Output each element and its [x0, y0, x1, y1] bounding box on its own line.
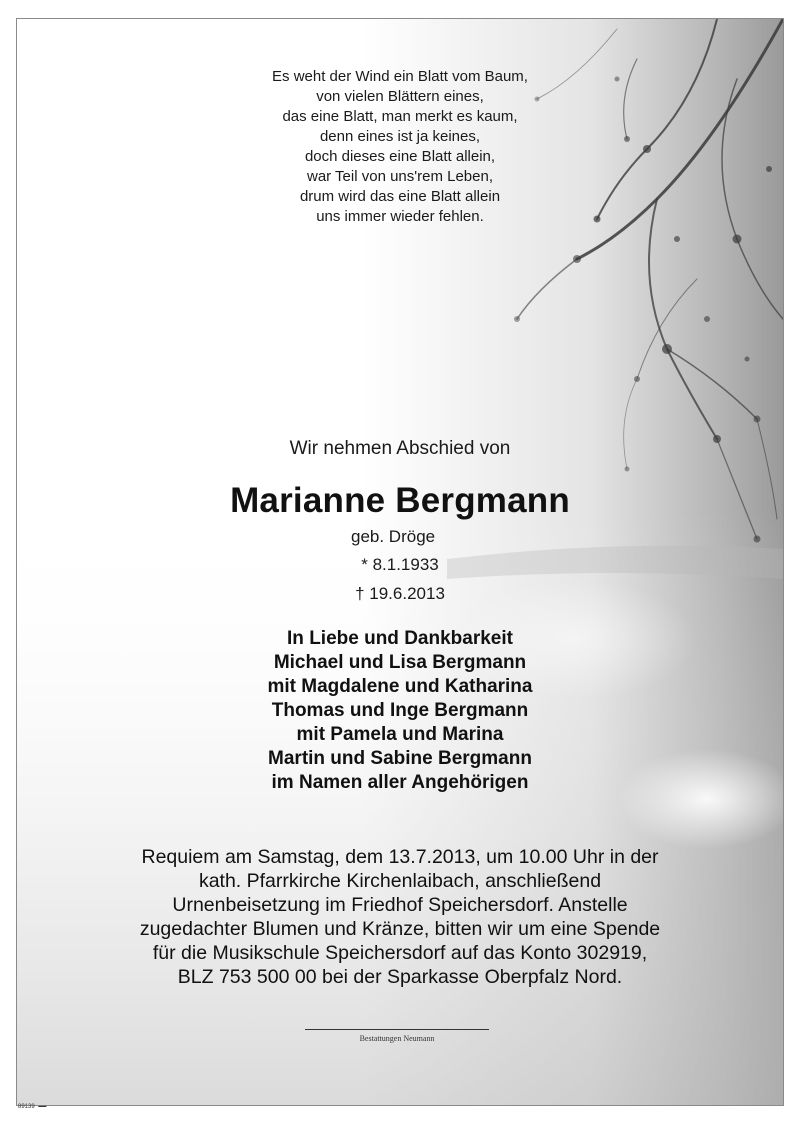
poem-line: war Teil von uns'rem Leben,	[306, 168, 494, 185]
requiem-line: zugedachter Blumen und Kränze, bitten wir um eine Spende	[139, 918, 661, 940]
poem-line: von vielen Blättern eines,	[316, 88, 484, 105]
poem-line: Es weht der Wind ein Blatt vom Baum,	[272, 68, 528, 85]
poem-line: doch dieses eine Blatt allein,	[304, 148, 496, 165]
mourner-line: mit Pamela und Marina	[296, 724, 504, 745]
requiem-line: für die Musikschule Speichersdorf auf das Konto 302919,	[152, 942, 648, 964]
mourner-line: In Liebe und Dankbarkeit	[287, 628, 513, 649]
requiem-line: kath. Pfarrkirche Kirchenlaibach, anschließend	[198, 870, 602, 892]
requiem-line: Urnenbeisetzung im Friedhof Speichersdorf. Anstelle	[172, 894, 628, 916]
mourner-line: mit Magdalene und Katharina	[267, 676, 533, 697]
death-date: † 19.6.2013	[355, 584, 445, 603]
poem-line: das eine Blatt, man merkt es kaum,	[282, 108, 518, 125]
poem-line: drum wird das eine Blatt allein	[299, 188, 501, 205]
mourner-line: Martin und Sabine Bergmann	[268, 748, 532, 769]
mourner-line: Thomas und Inge Bergmann	[271, 700, 529, 721]
funeral-home: Bestattungen Neumann	[359, 1034, 435, 1043]
mourners-list	[17, 627, 783, 795]
deceased-name: Marianne Bergmann	[230, 481, 570, 520]
requiem-notice	[17, 845, 783, 989]
ad-code-number: 89139	[18, 1104, 35, 1110]
birth-date: * 8.1.1933	[361, 555, 439, 574]
signature-divider	[305, 1029, 489, 1030]
farewell-intro: Wir nehmen Abschied von	[289, 438, 511, 459]
requiem-line: Requiem am Samstag, dem 13.7.2013, um 10.00 Uhr in der	[141, 846, 659, 868]
poem-line: denn eines ist ja keines,	[319, 128, 481, 145]
mourner-line: im Namen aller Angehörigen	[271, 772, 529, 793]
poem	[17, 67, 783, 227]
mourner-line: Michael und Lisa Bergmann	[273, 652, 527, 673]
ad-code	[18, 1104, 46, 1110]
requiem-line: BLZ 753 500 00 bei der Sparkasse Oberpfalz Nord.	[177, 966, 623, 988]
publisher-logo-icon: ▬▬	[38, 1103, 47, 1109]
maiden-name: geb. Dröge	[351, 527, 436, 546]
poem-line: uns immer wieder fehlen.	[316, 208, 484, 225]
